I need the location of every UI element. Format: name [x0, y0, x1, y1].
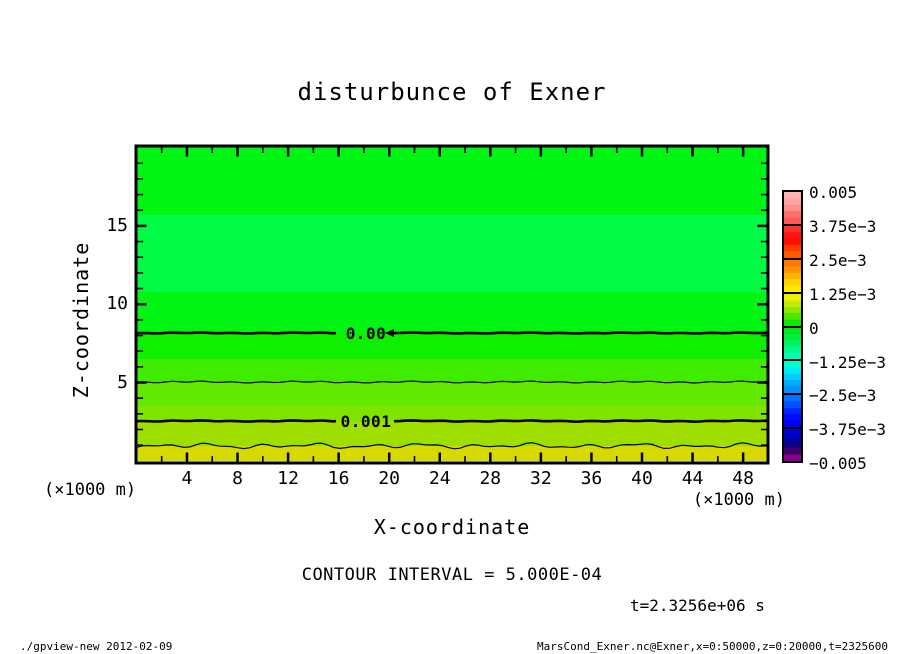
colorbar: [782, 190, 803, 463]
y-tick-label: 15: [106, 214, 128, 236]
y-axis-unit-label: (×1000 m): [44, 480, 137, 500]
x-tick-label: 36: [580, 468, 603, 489]
colorbar-label: 0: [809, 318, 819, 338]
x-axis-title: X-coordinate: [373, 515, 531, 539]
colorbar-cell: [784, 226, 801, 260]
colorbar-label: 0.005: [809, 183, 858, 202]
x-axis-unit-label: (×1000 m): [692, 490, 785, 510]
time-label: t=2.3256e+06 s: [630, 596, 765, 615]
colorbar-label: −3.75e−3: [809, 420, 887, 440]
colorbar-cell: [784, 361, 801, 395]
shade-band: [136, 406, 768, 421]
colorbar-label: 1.25e−3: [809, 284, 877, 304]
footer-command-text: ./gpview-new 2012-02-09: [20, 640, 173, 653]
colorbar-cell: [784, 328, 801, 362]
x-tick-label: 32: [530, 468, 552, 489]
shade-band: [136, 292, 768, 333]
y-tick-label: 10: [106, 293, 128, 315]
x-tick-label: 44: [681, 468, 704, 489]
shade-band: [136, 215, 768, 292]
x-tick-label: 48: [732, 468, 754, 489]
colorbar-label: −0.005: [809, 454, 867, 474]
x-tick-label: 20: [378, 468, 401, 489]
x-tick-label: 28: [479, 468, 502, 489]
shade-band: [136, 421, 768, 446]
x-tick-label: 24: [428, 468, 451, 489]
colorbar-label: −1.25e−3: [809, 352, 887, 372]
y-tick-label: 5: [117, 371, 128, 393]
colorbar-label: 3.75e−3: [809, 216, 877, 236]
y-axis-title: Z-coordinate: [69, 241, 93, 399]
contour-interval-label: CONTOUR INTERVAL = 5.000E-04: [301, 565, 603, 585]
x-tick-label: 8: [232, 468, 243, 489]
shade-band: [136, 359, 768, 382]
x-tick-label: 16: [327, 468, 350, 489]
shade-band: [136, 382, 768, 406]
colorbar-cell: [784, 429, 801, 461]
shade-band: [136, 333, 768, 359]
shade-band: [136, 147, 768, 215]
colorbar-cell: [784, 192, 801, 226]
contour-line-label: 0.001: [340, 412, 392, 432]
chart-title: disturbunce of Exner: [297, 78, 607, 106]
x-tick-label: 4: [181, 468, 193, 489]
colorbar-cell: [784, 395, 801, 429]
colorbar-cell: [784, 294, 801, 328]
x-tick-label: 40: [631, 468, 653, 489]
colorbar-label: −2.5e−3: [809, 386, 877, 406]
contour-line-label: 0.00: [345, 324, 387, 343]
x-tick-label: 12: [277, 468, 299, 489]
colorbar-label: 2.5e−3: [809, 250, 867, 270]
colorbar-cell: [784, 260, 801, 294]
footer-source-text: MarsCond_Exner.nc@Exner,x=0:50000,z=0:20000,t=2325600: [537, 640, 888, 653]
